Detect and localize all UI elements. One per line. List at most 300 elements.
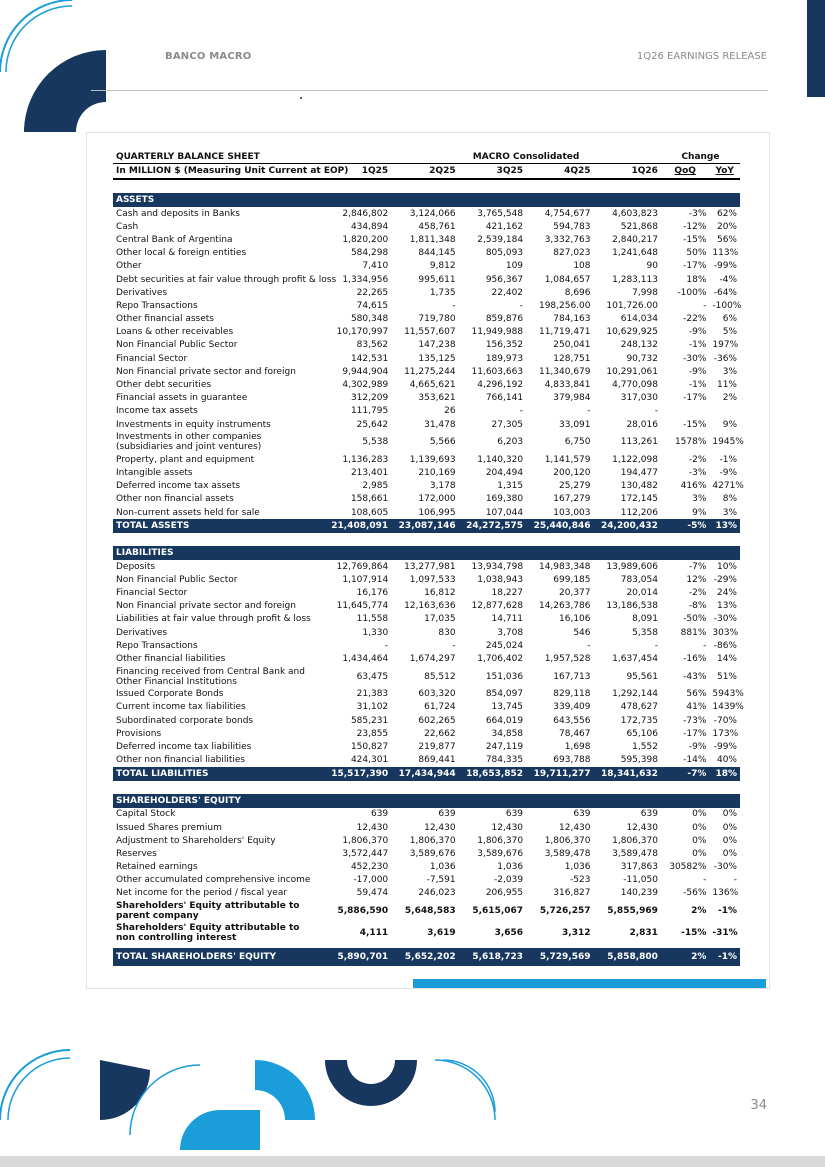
- cell-value: -: [519, 300, 524, 311]
- cell-value: 11,949,988: [471, 327, 524, 338]
- cell-value: 3,572,447: [342, 848, 389, 859]
- col-header: 1Q26: [594, 164, 661, 180]
- cell-yoy: 56%: [716, 234, 737, 245]
- cell-value: 24,200,432: [594, 519, 661, 533]
- cell-yoy: 9%: [722, 419, 737, 430]
- cell-value: 699,185: [553, 574, 591, 585]
- cell-yoy: [709, 405, 740, 418]
- table-row: [113, 326, 740, 339]
- cell-value: 23,855: [356, 728, 389, 739]
- cell-qoq: 1578%: [674, 437, 707, 448]
- cell-value: 1,292,144: [612, 689, 658, 700]
- cell-qoq: -73%: [683, 715, 707, 726]
- row-label: Shareholders' Equity attributable to non controlling interest: [116, 923, 300, 944]
- cell-qoq: -12%: [683, 221, 707, 232]
- row-label: Other non financial assets: [116, 494, 234, 505]
- cell-value: 14,711: [491, 614, 524, 625]
- cell-value: 5,358: [632, 627, 658, 638]
- cell-value: 11,275,244: [404, 366, 456, 377]
- row-label: Provisions: [116, 728, 162, 739]
- cell-value: 109: [505, 261, 524, 272]
- cell-value: 103,003: [553, 507, 591, 518]
- cell-value: 26: [444, 406, 456, 417]
- cell-qoq: -8%: [688, 601, 707, 612]
- cell-qoq: 0%: [692, 822, 707, 833]
- cell-value: 90: [646, 261, 658, 272]
- cell-value: 2,831: [629, 928, 658, 939]
- cell-value: 1,698: [564, 741, 591, 752]
- cell-value: 24,272,575: [459, 519, 526, 533]
- cell-value: 1,806,370: [342, 835, 389, 846]
- cell-value: 639: [505, 809, 524, 820]
- table-row: [113, 626, 740, 639]
- cell-value: -: [587, 406, 591, 417]
- cell-qoq: -3%: [688, 208, 707, 219]
- cell-value: 3,178: [429, 481, 456, 492]
- row-label: Current income tax liabilities: [116, 702, 246, 713]
- cell-value: 585,231: [350, 715, 389, 726]
- cell-value: 31,478: [424, 419, 456, 430]
- cell-value: 844,145: [418, 248, 456, 259]
- cell-value: -2,039: [494, 875, 524, 886]
- cell-qoq: 50%: [686, 248, 707, 259]
- cell-value: 7,410: [362, 261, 389, 272]
- row-label: Cash: [116, 221, 139, 232]
- cell-value: 101,726.00: [606, 300, 658, 311]
- cell-value: 1,334,956: [342, 274, 389, 285]
- cell-value: 12,430: [356, 822, 389, 833]
- cell-value: 379,984: [553, 393, 591, 404]
- cell-value: 25,642: [356, 419, 389, 430]
- cell-value: 3,619: [427, 928, 456, 939]
- cell-yoy: -99%: [713, 741, 737, 752]
- row-label: Financing received from Central Bank and Other Financial Institutions: [116, 666, 305, 687]
- cell-value: 639: [573, 809, 591, 820]
- footer-accent-bar: [413, 979, 766, 988]
- cell-value: 3,589,478: [612, 848, 658, 859]
- cell-value: 10,170,997: [336, 327, 389, 338]
- cell-yoy: -1%: [719, 454, 737, 465]
- table-row: [113, 727, 740, 740]
- table-row: [113, 378, 740, 391]
- row-label: Capital Stock: [116, 809, 176, 820]
- cell-value: 829,118: [553, 689, 591, 700]
- spacer-row: [113, 533, 740, 546]
- row-label: Retained earnings: [116, 862, 198, 873]
- row-label: Subordinated corporate bonds: [116, 715, 254, 726]
- cell-yoy: 8%: [722, 494, 737, 505]
- cell-value: 1,122,098: [612, 454, 658, 465]
- cell-value: 2,846,802: [342, 208, 389, 219]
- cell-value: 16,106: [559, 614, 591, 625]
- cell-qoq: -30%: [683, 353, 707, 364]
- row-label: Non Financial Public Sector: [116, 574, 238, 585]
- cell-qoq: -: [703, 875, 707, 886]
- cell-value: 664,019: [485, 715, 524, 726]
- row-label: TOTAL SHAREHOLDERS' EQUITY: [113, 948, 324, 966]
- cell-value: 421,162: [485, 221, 524, 232]
- cell-qoq: -5%: [661, 519, 709, 533]
- cell-value: 14,263,786: [538, 601, 591, 612]
- cell-value: 1,811,348: [409, 234, 456, 245]
- cell-value: 784,335: [485, 755, 524, 766]
- table-row: [113, 352, 740, 365]
- cell-value: 140,239: [620, 888, 658, 899]
- cell-yoy: 24%: [716, 588, 737, 599]
- table-row: [113, 922, 740, 944]
- row-label: Deferred income tax assets: [116, 481, 241, 492]
- footer-strip: [0, 1156, 825, 1167]
- cell-value: 1,706,402: [477, 654, 524, 665]
- table-row: [113, 587, 740, 600]
- cell-value: 85,512: [424, 671, 456, 682]
- cell-value: 15,517,390: [324, 767, 391, 781]
- table-row: [113, 887, 740, 900]
- spacer-row: [113, 781, 740, 794]
- cell-value: 4,754,677: [544, 208, 591, 219]
- table-row: [113, 666, 740, 688]
- cell-value: 1,084,657: [544, 274, 591, 285]
- cell-yoy: -100%: [712, 300, 742, 311]
- cell-value: 1,637,454: [612, 654, 658, 665]
- cell-value: 317,030: [620, 393, 658, 404]
- cell-value: 1,552: [632, 741, 658, 752]
- section-title: LIABILITIES: [113, 546, 740, 560]
- cell-value: 458,761: [418, 221, 456, 232]
- cell-value: 1,097,533: [409, 574, 456, 585]
- cell-yoy: 2%: [722, 393, 737, 404]
- cell-value: 869,441: [418, 755, 456, 766]
- cell-value: 1,036: [429, 862, 456, 873]
- header-divider: [91, 90, 768, 91]
- cell-value: 17,434,944: [391, 767, 458, 781]
- cell-value: -: [452, 300, 456, 311]
- table-row: [113, 286, 740, 299]
- cell-value: 14,983,348: [538, 561, 591, 572]
- cell-value: 1,330: [362, 627, 389, 638]
- cell-value: 594,783: [553, 221, 591, 232]
- col-header: 4Q25: [526, 164, 593, 180]
- table-row: [113, 613, 740, 626]
- cell-value: 4,111: [359, 928, 389, 939]
- table-row: [113, 821, 740, 834]
- cell-value: 1,674,297: [409, 654, 456, 665]
- company-name: BANCO MACRO: [165, 51, 252, 62]
- cell-qoq: -2%: [688, 454, 707, 465]
- cell-value: 1,036: [497, 862, 524, 873]
- cell-value: 172,735: [620, 715, 658, 726]
- cell-qoq: 56%: [686, 689, 707, 700]
- cell-value: 580,348: [350, 314, 389, 325]
- cell-value: 639: [438, 809, 456, 820]
- cell-value: 156,352: [485, 340, 524, 351]
- cell-qoq: 9%: [692, 507, 707, 518]
- cell-qoq: 2%: [691, 906, 707, 917]
- cell-value: 3,124,066: [409, 208, 456, 219]
- cell-value: -: [654, 640, 658, 651]
- cell-qoq: -15%: [681, 928, 707, 939]
- cell-value: 22,662: [424, 728, 456, 739]
- table-row: [113, 392, 740, 405]
- cell-qoq: -9%: [688, 327, 707, 338]
- section-title: ASSETS: [113, 193, 740, 207]
- cell-qoq: -: [703, 640, 707, 651]
- cell-yoy: 6%: [722, 314, 737, 325]
- total-row: [113, 948, 740, 966]
- cell-value: 83,562: [356, 340, 389, 351]
- cell-value: 11,558: [356, 614, 389, 625]
- cell-value: 766,141: [485, 393, 524, 404]
- cell-yoy: 0%: [722, 835, 737, 846]
- cell-value: 167,279: [553, 494, 591, 505]
- cell-value: 12,430: [424, 822, 456, 833]
- table-row: [113, 847, 740, 860]
- cell-value: 3,656: [494, 928, 524, 939]
- cell-value: 130,482: [620, 481, 658, 492]
- table-title: QUARTERLY BALANCE SHEET: [113, 150, 324, 164]
- cell-yoy: 0%: [722, 848, 737, 859]
- table-subtitle: In MILLION $ (Measuring Unit Current at EOP): [113, 164, 324, 180]
- cell-value: 5,648,583: [404, 906, 456, 917]
- cell-value: 5,726,257: [539, 906, 591, 917]
- cell-value: 169,380: [485, 494, 524, 505]
- row-label: Intangible assets: [116, 467, 193, 478]
- cell-value: -: [654, 406, 658, 417]
- cell-value: 1,434,464: [342, 654, 389, 665]
- cell-value: 4,665,621: [409, 380, 456, 391]
- cell-qoq: 0%: [692, 848, 707, 859]
- table-row: [113, 313, 740, 326]
- cell-value: 248,132: [620, 340, 658, 351]
- section-title: SHAREHOLDERS' EQUITY: [113, 794, 740, 808]
- cell-value: 4,770,098: [612, 380, 658, 391]
- cell-yoy: 5%: [722, 327, 737, 338]
- cell-yoy: 14%: [716, 654, 737, 665]
- cell-yoy: 62%: [716, 208, 737, 219]
- cell-value: 95,561: [626, 671, 658, 682]
- cell-qoq: -100%: [677, 287, 707, 298]
- cell-value: 22,402: [491, 287, 524, 298]
- cell-qoq: -9%: [688, 741, 707, 752]
- row-label: Other local & foreign entities: [116, 248, 247, 259]
- row-label: Non Financial private sector and foreign: [116, 366, 296, 377]
- cell-value: 784,163: [553, 314, 591, 325]
- cell-qoq: 881%: [680, 627, 707, 638]
- table-row: [113, 233, 740, 246]
- cell-value: 11,645,774: [336, 601, 389, 612]
- row-label: Adjustment to Shareholders' Equity: [116, 835, 276, 846]
- cell-value: 9,944,904: [342, 366, 389, 377]
- cell-value: 830: [438, 627, 456, 638]
- cell-value: 112,206: [620, 507, 658, 518]
- cell-yoy: 13%: [709, 519, 740, 533]
- table-row: [113, 260, 740, 273]
- cell-value: 107,044: [485, 507, 524, 518]
- cell-value: 108: [573, 261, 591, 272]
- cell-value: 956,367: [485, 274, 524, 285]
- cell-value: 424,301: [350, 755, 389, 766]
- cell-value: -17,000: [353, 875, 389, 886]
- cell-value: 603,320: [418, 689, 456, 700]
- cell-value: 21,383: [356, 689, 389, 700]
- cell-value: 16,812: [424, 588, 456, 599]
- cell-value: 639: [640, 809, 658, 820]
- cell-value: 339,409: [553, 702, 591, 713]
- row-label: Financial Sector: [116, 588, 188, 599]
- table-row: [113, 220, 740, 233]
- cell-value: 995,611: [418, 274, 456, 285]
- table-row: [113, 431, 740, 453]
- cell-yoy: 1945%: [712, 437, 744, 448]
- table-row: [113, 573, 740, 586]
- cell-value: 12,163,636: [404, 601, 456, 612]
- section-header: [113, 546, 740, 560]
- cell-qoq: 416%: [680, 481, 707, 492]
- cell-qoq: -17%: [683, 393, 707, 404]
- cell-value: 5,615,067: [472, 906, 524, 917]
- cell-qoq: -7%: [661, 767, 709, 781]
- cell-value: 3,589,676: [477, 848, 524, 859]
- cell-qoq: -56%: [683, 888, 707, 899]
- table-row: [113, 701, 740, 714]
- cell-value: 128,751: [553, 353, 591, 364]
- cell-value: 1,136,283: [342, 454, 389, 465]
- table-header-row: [113, 164, 740, 180]
- cell-value: 3,708: [497, 627, 524, 638]
- table-row: [113, 418, 740, 431]
- cell-qoq: -1%: [688, 340, 707, 351]
- cell-value: 250,041: [553, 340, 591, 351]
- cell-yoy: -: [733, 875, 737, 886]
- cell-value: 27,305: [491, 419, 524, 430]
- cell-value: 13,934,798: [471, 561, 524, 572]
- cell-yoy: -30%: [713, 862, 737, 873]
- cell-value: -: [587, 640, 591, 651]
- cell-qoq: -14%: [683, 755, 707, 766]
- cell-value: 805,093: [485, 248, 524, 259]
- section-header: [113, 193, 740, 207]
- cell-value: 200,120: [553, 467, 591, 478]
- cell-value: 31,102: [356, 702, 389, 713]
- table-row: [113, 714, 740, 727]
- cell-yoy: -1%: [717, 906, 737, 917]
- cell-yoy: 173%: [712, 728, 739, 739]
- cell-value: 3,765,548: [477, 208, 524, 219]
- cell-qoq: -43%: [683, 671, 707, 682]
- table-row: [113, 740, 740, 753]
- cell-yoy: -86%: [713, 640, 737, 651]
- cell-value: 16,176: [356, 588, 389, 599]
- table-row: [113, 480, 740, 493]
- row-label: Debt securities at fair value through profit & loss: [116, 274, 337, 285]
- table-row: [113, 900, 740, 922]
- cell-qoq: -17%: [683, 728, 707, 739]
- cell-value: 19,711,277: [526, 767, 593, 781]
- row-label: Central Bank of Argentina: [116, 234, 233, 245]
- cell-value: 18,227: [491, 588, 524, 599]
- row-label: Loans & other receivables: [116, 327, 234, 338]
- cell-value: 1,806,370: [409, 835, 456, 846]
- cell-value: 65,106: [626, 728, 658, 739]
- cell-value: 1,806,370: [544, 835, 591, 846]
- cell-value: 614,034: [620, 314, 658, 325]
- table-row: [113, 639, 740, 652]
- table-row: [113, 652, 740, 665]
- cell-value: -: [452, 640, 456, 651]
- cell-value: 643,556: [553, 715, 591, 726]
- page-number: 34: [750, 1098, 767, 1113]
- table-row: [113, 299, 740, 312]
- cell-yoy: 0%: [722, 809, 737, 820]
- cell-qoq: -7%: [688, 561, 707, 572]
- cell-value: 1,241,648: [612, 248, 658, 259]
- row-label: Investments in equity instruments: [116, 419, 271, 430]
- cell-value: 5,729,569: [526, 948, 593, 966]
- cell-value: 3,589,676: [409, 848, 456, 859]
- row-label: Other debt securities: [116, 380, 212, 391]
- col-header: 1Q25: [324, 164, 391, 180]
- cell-value: 312,209: [350, 393, 389, 404]
- cell-qoq: -22%: [683, 314, 707, 325]
- table-row: [113, 405, 740, 418]
- cell-value: -: [384, 640, 389, 651]
- cell-value: 639: [370, 809, 389, 820]
- cell-value: 219,877: [418, 741, 456, 752]
- cell-value: 1,957,528: [544, 654, 591, 665]
- cell-yoy: 11%: [716, 380, 737, 391]
- row-label: Issued Shares premium: [116, 822, 222, 833]
- cell-value: 8,091: [632, 614, 658, 625]
- row-label: Financial Sector: [116, 353, 188, 364]
- cell-value: 18,341,632: [594, 767, 661, 781]
- cell-value: 245,024: [485, 640, 524, 651]
- cell-value: 11,603,663: [471, 366, 524, 377]
- cell-value: 7,998: [632, 287, 658, 298]
- cell-value: 854,097: [485, 689, 524, 700]
- table-row: [113, 861, 740, 874]
- cell-value: 13,989,606: [606, 561, 658, 572]
- row-label: Reserves: [116, 848, 157, 859]
- cell-yoy: -31%: [712, 928, 738, 939]
- cell-value: 158,661: [350, 494, 389, 505]
- col-header-yoy: YoY: [709, 164, 740, 180]
- cell-value: 247,119: [485, 741, 524, 752]
- cell-value: -7,591: [426, 875, 456, 886]
- row-label: Repo Transactions: [116, 300, 198, 311]
- cell-value: 74,615: [356, 300, 389, 311]
- cell-yoy: 0%: [722, 822, 737, 833]
- cell-value: 1,140,320: [477, 454, 524, 465]
- row-label: Property, plant and equipment: [116, 454, 255, 465]
- cell-yoy: 3%: [722, 507, 737, 518]
- cell-value: 34,858: [491, 728, 524, 739]
- cell-value: 1,036: [564, 862, 591, 873]
- cell-qoq: 0%: [692, 809, 707, 820]
- cell-yoy: -30%: [713, 614, 737, 625]
- cell-value: 12,769,864: [336, 561, 389, 572]
- cell-value: 316,827: [553, 888, 591, 899]
- cell-yoy: 40%: [716, 755, 737, 766]
- cell-value: 5,538: [362, 437, 389, 448]
- row-label: TOTAL LIABILITIES: [113, 767, 324, 781]
- balance-sheet-table: [113, 150, 744, 966]
- cell-value: 59,474: [356, 888, 389, 899]
- cell-value: 452,230: [350, 862, 389, 873]
- cell-value: 693,788: [553, 755, 591, 766]
- cell-value: 5,566: [429, 437, 456, 448]
- cell-yoy: 3%: [722, 366, 737, 377]
- cell-value: 5,890,701: [324, 948, 391, 966]
